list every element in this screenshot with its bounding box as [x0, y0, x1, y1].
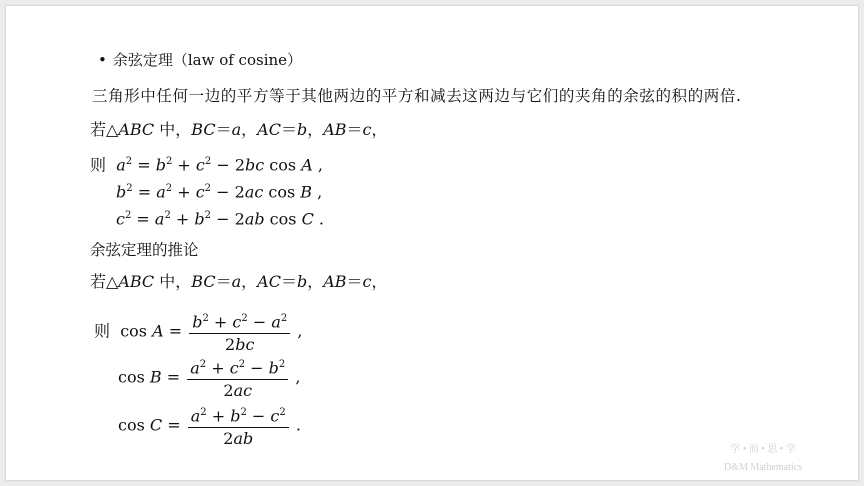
slide — [6, 6, 858, 480]
corollary-cos-b: cos B = $\frac{a^2 + c^2 - b^2}{2ac}$ , — [118, 354, 300, 402]
formula-a: 则 $a^2 = b^2 + c^2 - 2bc$ cos A , — [90, 155, 323, 175]
theorem-statement: 三角形中任何一边的平方等于其他两边的平方和减去这两边与它们的夹角的余弦的积的两倍. — [92, 87, 742, 105]
title-text: 余弦定理（law of cosine） — [112, 51, 303, 69]
bullet-icon: • — [98, 51, 107, 69]
watermark: 学 • 而 • 思 • 学 D&M Mathematics — [723, 444, 802, 473]
corollary-title: 余弦定理的推论 — [90, 241, 199, 259]
formula-b: $b^2 = a^2 + c^2 - 2ac$ cos B , — [116, 182, 323, 202]
given-line-2: 若△ABC 中，BC＝a，AC＝b，AB＝c， — [90, 272, 388, 291]
given-line-1: 若△ABC 中，BC＝a，AC＝b，AB＝c， — [90, 120, 388, 139]
slide-title — [98, 50, 302, 70]
corollary-cos-a: 则 cos A = $\frac{b^2 + c^2 - a^2}{2bc}$ , — [94, 308, 302, 356]
formula-c: $c^2 = a^2 + b^2 - 2ab$ cos C . — [116, 209, 324, 229]
corollary-cos-c: cos C = $\frac{a^2 + b^2 - c^2}{2ab}$ . — [118, 402, 301, 450]
